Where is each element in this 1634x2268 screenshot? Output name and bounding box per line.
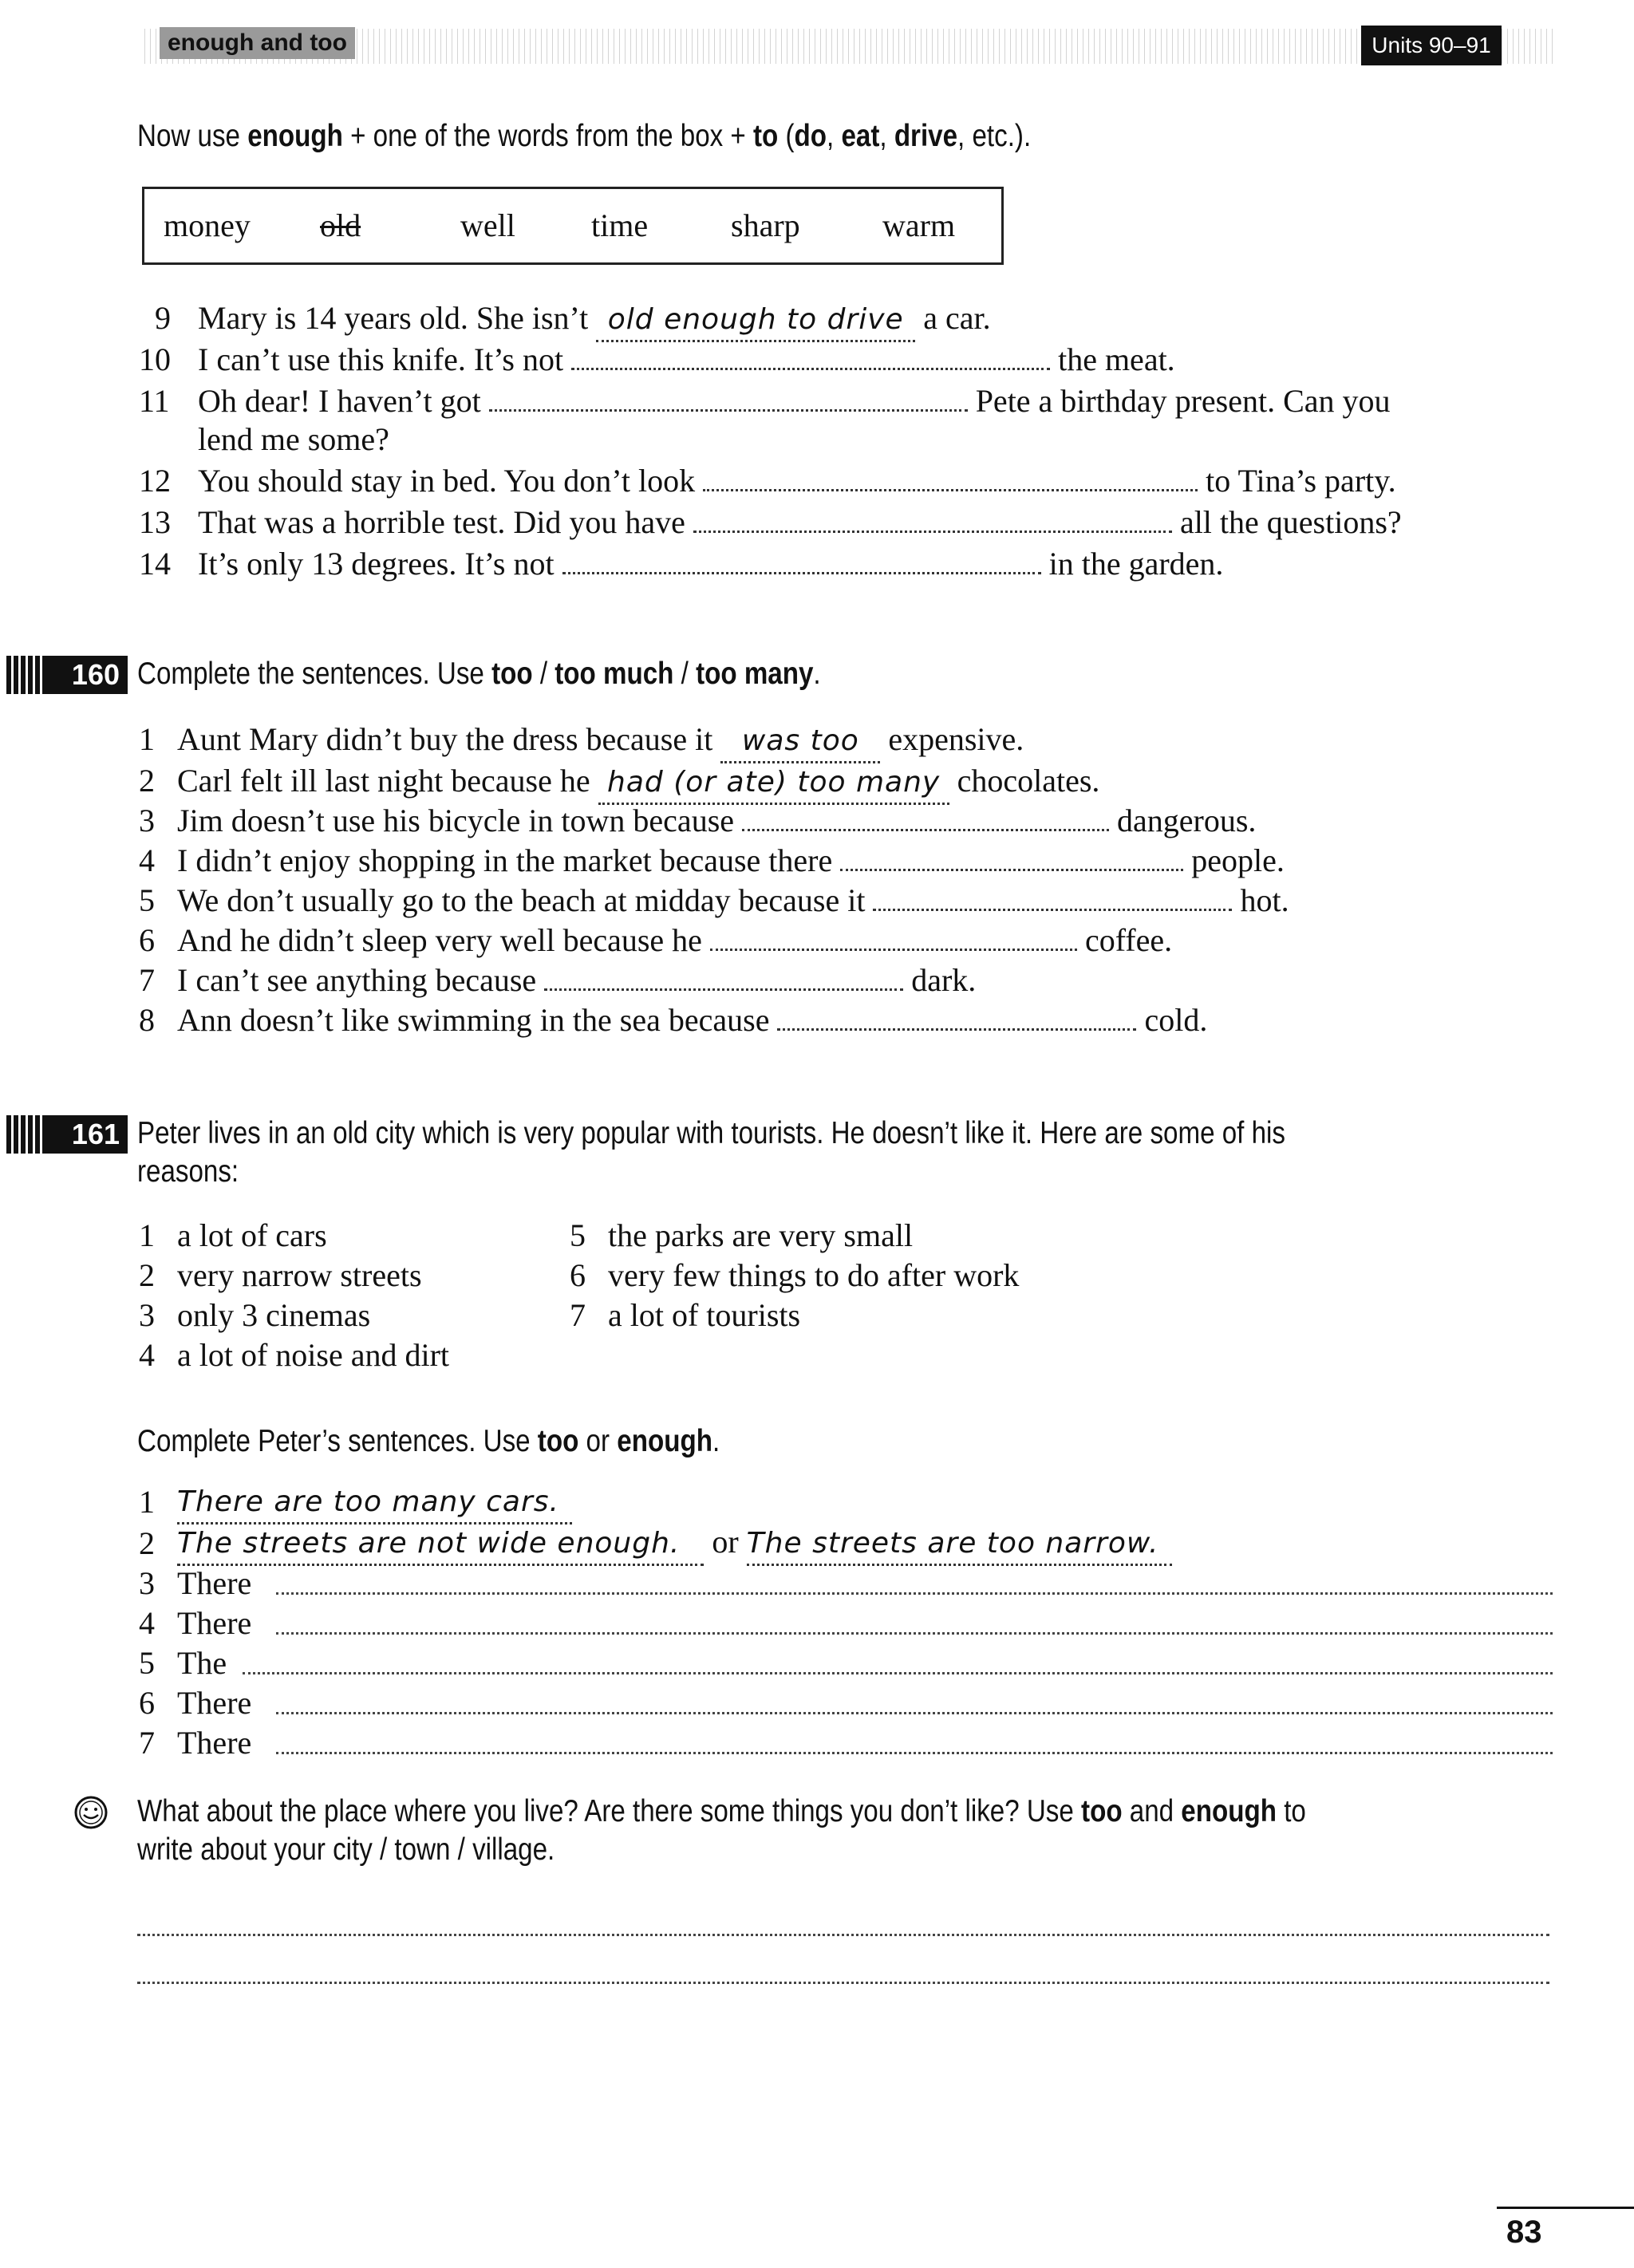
ex159-instruction: Now use enough + one of the words from the box + to (do, eat, drive, etc.). xyxy=(137,119,1032,153)
word-box-item: warm xyxy=(882,207,956,243)
word-box-item: sharp xyxy=(731,207,800,243)
item-number: 9 xyxy=(155,300,171,336)
page-number: 83 xyxy=(1506,2215,1542,2250)
answer-blank[interactable] xyxy=(840,845,1183,871)
answer-blank[interactable] xyxy=(489,385,968,412)
word-box-item: well xyxy=(460,207,515,243)
sentence-160-6: And he didn’t sleep very well because he coffee. xyxy=(177,922,1173,958)
answer-line-5: The xyxy=(177,1645,227,1681)
sentence-11-continued: lend me some? xyxy=(198,421,389,457)
answer-line-1 xyxy=(177,1481,572,1524)
units-tab: Units 90–91 xyxy=(1361,26,1502,65)
answer-number: 2 xyxy=(139,1525,155,1561)
sentence-160-2: Carl felt ill last night because he had (or ate) too many chocolates. xyxy=(177,761,1099,805)
item-number: 13 xyxy=(139,504,171,540)
ex161-intro-line1: Peter lives in an old city which is very popular with tourists. He doesn’t like it. Here are some of his xyxy=(137,1116,1285,1150)
sentence-160-5: We don’t usually go to the beach at midday because it hot. xyxy=(177,882,1289,918)
word-box-item: time xyxy=(591,207,649,243)
reason-number: 3 xyxy=(139,1297,155,1333)
sentence-10: I can’t use this knife. It’s not the meat. xyxy=(198,341,1175,377)
personal-instruction-line2: write about your city / town / village. xyxy=(137,1832,555,1867)
reason-item: only 3 cinemas xyxy=(177,1297,371,1333)
reason-item: the parks are very small xyxy=(608,1217,914,1253)
reason-item: very few things to do after work xyxy=(608,1257,1020,1293)
exercise-badge-160: 160 xyxy=(6,656,128,694)
answer-line-6: There xyxy=(177,1685,252,1721)
or-text: or xyxy=(712,1524,739,1560)
answer-number: 1 xyxy=(139,1484,155,1520)
answer-blank[interactable] xyxy=(276,1752,1553,1754)
item-number: 4 xyxy=(139,842,155,878)
sentence-160-3: Jim doesn’t use his bicycle in town because dangerous. xyxy=(177,803,1257,838)
page-number-rule xyxy=(1497,2207,1634,2209)
sentence-13: That was a horrible test. Did you have all the questions? xyxy=(198,504,1402,540)
item-number: 3 xyxy=(139,803,155,838)
answer-handwritten-alt: The streets are too narrow. xyxy=(747,1524,1172,1566)
answer-blank[interactable] xyxy=(243,1672,1553,1674)
word-box xyxy=(142,187,1004,265)
answer-blank[interactable] xyxy=(742,805,1109,831)
answer-blank[interactable] xyxy=(544,964,903,991)
personal-instruction-line1: What about the place where you live? Are there some things you don’t like? Use too and enough to xyxy=(137,1794,1306,1828)
answer-line-7: There xyxy=(177,1725,252,1761)
reason-number: 7 xyxy=(570,1297,586,1333)
sentence-11: Oh dear! I haven’t got Pete a birthday present. Can you xyxy=(198,383,1391,419)
writing-line[interactable] xyxy=(137,1934,1549,1936)
answer-number: 4 xyxy=(139,1605,155,1641)
header-title: enough and too xyxy=(160,27,355,59)
reason-number: 4 xyxy=(139,1337,155,1373)
sentence-160-7: I can’t see anything because dark. xyxy=(177,962,977,998)
answer-number: 5 xyxy=(139,1645,155,1681)
reason-number: 2 xyxy=(139,1257,155,1293)
item-number: 8 xyxy=(139,1002,155,1038)
sentence-160-8: Ann doesn’t like swimming in the sea because cold. xyxy=(177,1002,1208,1038)
reason-item: very narrow streets xyxy=(177,1257,422,1293)
answer-blank[interactable] xyxy=(276,1632,1553,1635)
answer-line-2 xyxy=(177,1522,1172,1566)
answer-handwritten: There are too many cars. xyxy=(177,1482,572,1524)
smiley-icon xyxy=(73,1795,109,1830)
sentence-12: You should stay in bed. You don’t look to Tina’s party. xyxy=(198,463,1396,499)
item-number: 1 xyxy=(139,721,155,757)
answer-blank[interactable] xyxy=(571,344,1050,370)
answer-handwritten: had (or ate) too many xyxy=(598,763,949,805)
writing-line[interactable] xyxy=(137,1982,1549,1984)
answer-blank[interactable] xyxy=(562,548,1041,574)
item-number: 14 xyxy=(139,546,171,582)
answer-line-4: There xyxy=(177,1605,252,1641)
reason-number: 6 xyxy=(570,1257,586,1293)
answer-number: 7 xyxy=(139,1725,155,1761)
sentence-160-1: Aunt Mary didn’t buy the dress because it was too expensive. xyxy=(177,720,1024,763)
item-number: 5 xyxy=(139,882,155,918)
sentence-160-4: I didn’t enjoy shopping in the market because there people. xyxy=(177,842,1285,878)
reason-item: a lot of noise and dirt xyxy=(177,1337,450,1373)
item-number: 7 xyxy=(139,962,155,998)
item-number: 2 xyxy=(139,763,155,799)
item-number: 11 xyxy=(139,383,170,419)
ex160-instruction: Complete the sentences. Use too / too much / too many. xyxy=(137,657,821,691)
word-box-item: money xyxy=(164,207,251,243)
reason-item: a lot of cars xyxy=(177,1217,327,1253)
answer-blank[interactable] xyxy=(276,1712,1553,1714)
answer-blank[interactable] xyxy=(710,925,1077,951)
answer-blank[interactable] xyxy=(693,507,1172,533)
answer-line-3: There xyxy=(177,1565,252,1601)
answer-handwritten: old enough to drive xyxy=(596,300,915,342)
exercise-badge-161: 161 xyxy=(6,1115,128,1154)
answer-number: 3 xyxy=(139,1565,155,1601)
reason-number: 5 xyxy=(570,1217,586,1253)
answer-blank[interactable] xyxy=(703,465,1198,491)
answer-number: 6 xyxy=(139,1685,155,1721)
item-number: 6 xyxy=(139,922,155,958)
answer-handwritten: was too xyxy=(720,721,880,763)
reason-number: 1 xyxy=(139,1217,155,1253)
word-box-item-struck: old xyxy=(320,207,361,243)
sentence-14: It’s only 13 degrees. It’s not in the garden. xyxy=(198,546,1224,582)
answer-blank[interactable] xyxy=(276,1592,1553,1595)
sentence-9: Mary is 14 years old. She isn’t old enough to drive a car. xyxy=(198,298,991,342)
item-number: 12 xyxy=(139,463,171,499)
ex161-intro-line2: reasons: xyxy=(137,1154,239,1189)
answer-blank[interactable] xyxy=(873,885,1232,911)
answer-blank[interactable] xyxy=(777,1004,1136,1031)
answer-handwritten: The streets are not wide enough. xyxy=(177,1524,704,1566)
item-number: 10 xyxy=(139,341,171,377)
ex161-instruction: Complete Peter’s sentences. Use too or enough. xyxy=(137,1424,720,1458)
reason-item: a lot of tourists xyxy=(608,1297,801,1333)
